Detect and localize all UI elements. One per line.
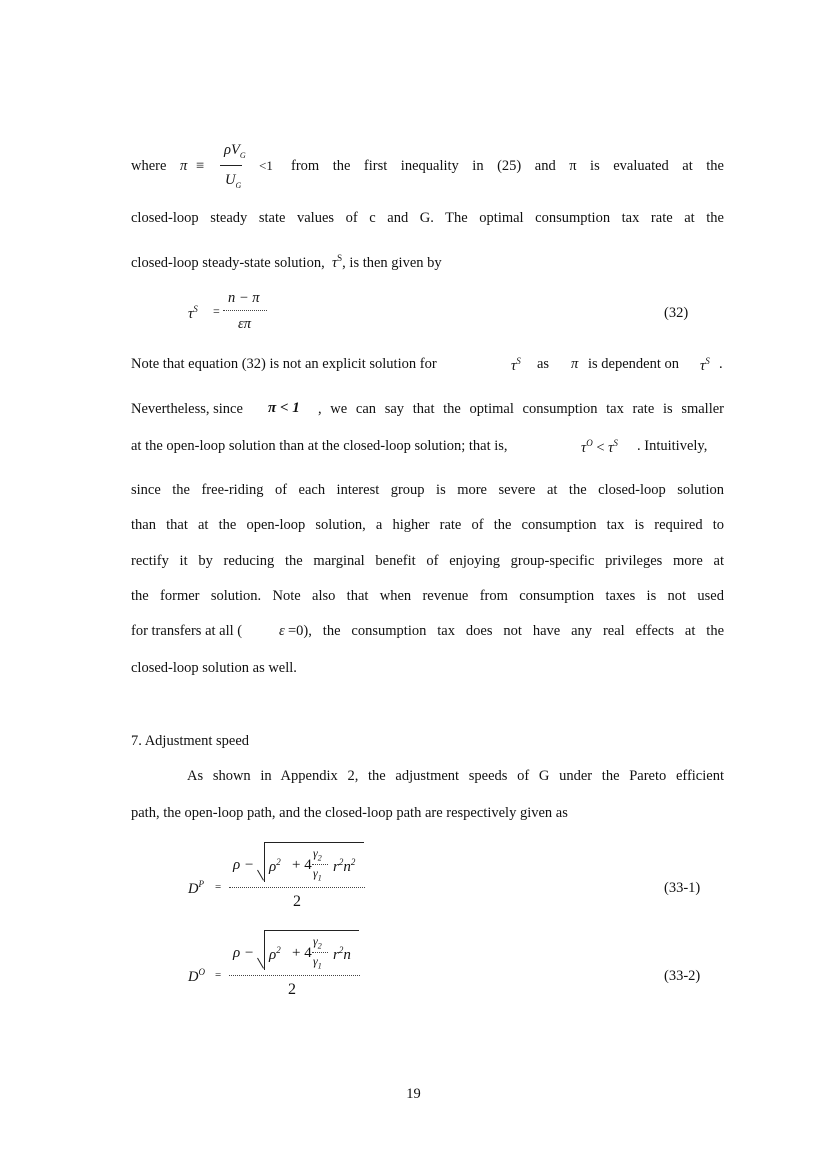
p2l1-tau-sup: S — [516, 356, 521, 366]
p2l8-a: for transfers at all ( — [131, 623, 243, 639]
line3-text-b: , is then given by — [342, 254, 442, 271]
eq331-n-sup: 2 — [350, 857, 356, 867]
eq332-plus4: + 4 — [292, 945, 312, 961]
eq332-rad-b — [333, 945, 351, 964]
eq331-g2: γ — [313, 846, 318, 860]
para2-line5: than that at the open-loop solution, a higher rate of the consumption tax is required to — [131, 517, 724, 533]
section7-line1: As shown in Appendix 2, the adjustment speeds of G under the Pareto efficient — [187, 768, 724, 784]
p2l1-a: Note that equation (32) is not an explicit solution for — [131, 356, 437, 372]
section-heading: 7. Adjustment speed — [131, 733, 250, 749]
eq331-d-sup: P — [198, 879, 204, 889]
para2-line7: the former solution. Note also that when revenue from consumption taxes is not used — [131, 588, 724, 604]
eq332-r-sup: 2 — [338, 945, 344, 955]
p2l3-a: at the open-loop solution than at the closed-loop solution; that is, — [131, 438, 508, 454]
den-text: U — [225, 172, 236, 188]
p2l3-tau-s-sup: S — [613, 438, 618, 448]
pi-symbol: π — [180, 158, 188, 174]
p2l3-tau-o: τ — [581, 439, 587, 456]
eq331-rad-a — [269, 857, 281, 876]
p2l3-lt: < — [596, 439, 605, 456]
num-sub: G — [239, 150, 246, 160]
eq332-number: (33-2) — [664, 968, 701, 984]
num-text: ρV — [224, 142, 240, 158]
eq331-d: D — [188, 880, 199, 897]
eq331-main-bar — [229, 887, 365, 888]
equiv-symbol: ≡ — [196, 158, 205, 174]
eq331-sqrt-stem — [264, 842, 265, 882]
eq332-rad-a — [269, 945, 281, 964]
eq332-gamma1 — [313, 954, 322, 970]
den-sub: G — [235, 180, 242, 190]
eq32-tau-sup: S — [193, 304, 198, 314]
frac-denominator — [225, 172, 241, 190]
p2l8-b: =0), the consumption tax does not have any real effects at the — [288, 623, 724, 639]
lt-one: <1 — [259, 158, 273, 173]
p2l1-tau2-sym: τ — [700, 357, 706, 374]
eq332-rho2: ρ — [269, 947, 277, 963]
section7-line2: path, the open-loop path, and the closed-loop path are respectively given as — [131, 805, 568, 821]
para1-line2: closed-loop steady state values of c and G. The optimal consumption tax rate at the — [131, 210, 724, 226]
eq32-number: (32) — [664, 305, 689, 321]
eq332-main-bar — [229, 975, 360, 976]
p2l1-d: . — [719, 356, 723, 372]
eq332-d-sup: O — [198, 967, 205, 977]
eq331-den: 2 — [293, 893, 301, 910]
eq331-gamma2 — [313, 846, 322, 862]
eq331-eq: = — [215, 881, 222, 893]
eq331-sqrt-bar — [264, 842, 364, 843]
eq332-rho2-sup: 2 — [276, 945, 281, 955]
eq32-lhs — [188, 304, 198, 323]
eq32-eq: = — [213, 304, 220, 318]
line1-rest: from the first inequality in (25) and π is evaluated at the — [291, 158, 724, 174]
p2l3-tau-s: τ — [608, 439, 614, 456]
eq331-number: (33-1) — [664, 880, 701, 896]
eq332-lhs — [188, 967, 205, 986]
eq332-g2-sub: 2 — [317, 941, 322, 951]
para1-line3 — [131, 249, 724, 272]
eq332-eq: = — [215, 969, 222, 981]
eq332-rho: ρ − — [233, 945, 255, 961]
eq331-sqrt-tick — [257, 870, 264, 881]
p2l3-tau-o-sup: O — [586, 438, 593, 448]
p2l2-math: π < 1 — [268, 400, 300, 416]
p2l1-b: as — [537, 356, 550, 372]
eq332-n: n — [343, 947, 351, 963]
eq32-denominator: επ — [238, 316, 251, 332]
p2l3-math — [581, 438, 618, 457]
eq332-sqrt-tick — [257, 958, 264, 969]
eq332-gamma-bar — [312, 952, 328, 953]
para2-line6: rectify it by reducing the marginal benefit of enjoying group-specific privileges more at — [131, 553, 724, 569]
eq331-gamma-bar — [312, 864, 328, 865]
frac-bar — [220, 165, 242, 166]
eq331-rho: ρ − — [233, 857, 255, 873]
word-where: where — [131, 158, 167, 174]
p2l2-b: , we can say that the optimal consumption tax rate is smaller — [318, 401, 724, 417]
eq331-r-sup: 2 — [338, 857, 344, 867]
tau-sup: S — [337, 253, 343, 263]
eq331-n: n — [343, 859, 351, 875]
p2l1-tau2-sup: S — [705, 356, 710, 366]
para2-line9: closed-loop solution as well. — [131, 660, 297, 676]
eq332-g1-sub: 1 — [317, 961, 322, 971]
page-number: 19 — [406, 1086, 421, 1102]
p2l1-tau-sym: τ — [511, 357, 517, 374]
p2l2-a: Nevertheless, since — [131, 401, 243, 417]
eq332-sqrt-bar — [264, 930, 359, 931]
eq332-g2: γ — [313, 934, 318, 948]
eq32-numerator: n − π — [228, 290, 260, 306]
eq332-den: 2 — [288, 981, 296, 998]
para2-line4: since the free-riding of each interest group is more severe at the closed-loop solution — [131, 482, 724, 498]
eq32-bar — [223, 310, 267, 311]
eq331-plus4: + 4 — [292, 857, 312, 873]
eq331-g2-sub: 2 — [317, 853, 322, 863]
eq331-g1: γ — [313, 866, 318, 880]
line3-text-a: closed-loop steady-state solution, — [131, 254, 325, 271]
eq331-rad-b — [333, 857, 355, 876]
eq32-tau: τ — [188, 305, 194, 322]
eq331-g1-sub: 1 — [317, 873, 322, 883]
eq331-r: r — [333, 859, 339, 875]
eq332-sqrt-stem — [264, 930, 265, 970]
frac-numerator — [224, 142, 246, 160]
p2l1-c: is dependent on — [588, 356, 680, 372]
eq331-rho2-sup: 2 — [276, 857, 281, 867]
eq331-lhs — [188, 879, 204, 898]
p2l3-b: . Intuitively, — [637, 438, 708, 454]
p2l1-pi: π — [571, 356, 579, 372]
eq332-r: r — [333, 947, 339, 963]
eq331-rho2: ρ — [269, 859, 277, 875]
p2l1-tau2 — [700, 356, 710, 375]
p2l1-tau — [511, 356, 521, 375]
eq332-d: D — [188, 968, 199, 985]
eq331-gamma1 — [313, 866, 322, 882]
eq332-gamma2 — [313, 934, 322, 950]
tau-symbol: τ — [331, 254, 338, 271]
p2l8-eps: ε — [279, 623, 285, 639]
eq332-g1: γ — [313, 954, 318, 968]
